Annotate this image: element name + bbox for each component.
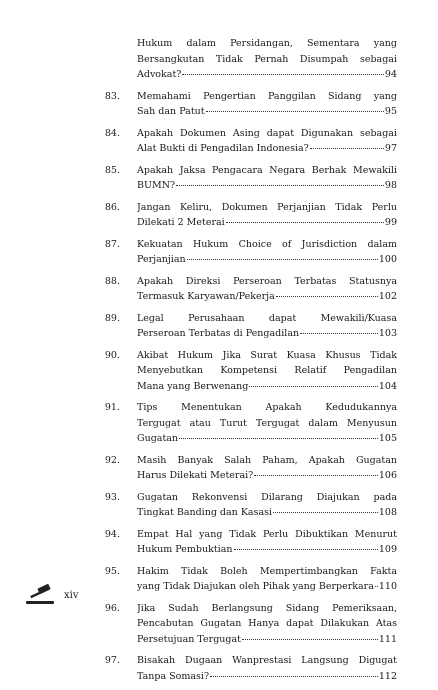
entry-title-line: Harus Dilekati Meterai? xyxy=(137,470,254,481)
toc-entry[interactable] xyxy=(0,653,438,684)
entry-last-line xyxy=(137,326,397,342)
entry-page-number: 109 xyxy=(378,544,397,555)
dot-leader xyxy=(234,548,378,550)
entry-title xyxy=(137,453,397,484)
dot-leader xyxy=(300,332,378,334)
entry-page-number: 95 xyxy=(384,106,397,117)
entry-page-number: 94 xyxy=(384,69,397,80)
entry-title-line: Gugatan Rekonvensi Dilarang Diajukan pada xyxy=(137,491,397,503)
toc-entry[interactable] xyxy=(0,400,438,447)
entry-last-line xyxy=(137,431,397,447)
entry-title xyxy=(137,527,397,558)
toc-entry[interactable] xyxy=(0,527,438,558)
entry-title-line: Perjanjian xyxy=(137,254,186,265)
toc-entry[interactable] xyxy=(0,89,438,120)
entry-page-number: 112 xyxy=(378,670,397,682)
entry-last-line xyxy=(137,505,397,521)
entry-number: 84. xyxy=(104,127,120,139)
entry-last-line xyxy=(137,141,397,157)
entry-title-line: Mana yang Berwenang xyxy=(137,380,249,392)
entry-number: 91. xyxy=(104,402,120,413)
entry-number: 90. xyxy=(104,349,120,361)
dot-leader xyxy=(206,110,384,112)
entry-title-line: Kekuatan Hukum Choice of Jurisdiction dalam xyxy=(137,238,397,250)
toc-entry[interactable] xyxy=(0,163,438,194)
entry-title-line: Apakah Direksi Perseroan Terbatas Statusnya xyxy=(137,275,397,287)
entry-number: 87. xyxy=(104,238,120,250)
dot-leader xyxy=(176,184,384,186)
entry-last-line xyxy=(137,289,397,305)
entry-page-number: 108 xyxy=(378,507,397,518)
toc-entry[interactable] xyxy=(0,274,438,305)
entry-title-line: Pencabutan Gugatan Hanya dapat Dilakukan Atas xyxy=(137,618,397,629)
entry-title-line: Legal Perusahaan dapat Mewakili/Kuasa xyxy=(137,312,397,324)
entry-number: 85. xyxy=(104,164,120,176)
gavel-icon xyxy=(24,584,62,606)
entry-last-line xyxy=(137,542,397,558)
entry-last-line xyxy=(137,468,397,484)
entry-title-line: Memahami Pengertian Panggilan Sidang yang xyxy=(137,90,397,102)
entry-title-line: Tanpa Somasi? xyxy=(137,670,210,682)
entry-title-line: Tips Menentukan Apakah Kedudukannya xyxy=(137,402,397,413)
entry-number: 95. xyxy=(104,565,120,577)
entry-title-line: Hukum Pembuktian xyxy=(137,544,233,555)
entry-title-line: Alat Bukti di Pengadilan Indonesia? xyxy=(137,143,309,154)
entry-last-line xyxy=(137,67,397,83)
entry-page-number: 99 xyxy=(384,217,397,228)
entry-number: 97. xyxy=(104,655,120,666)
dot-leader xyxy=(179,437,378,439)
toc-entry[interactable] xyxy=(0,453,438,484)
dot-leader xyxy=(254,474,378,476)
entry-title-line: Termasuk Karyawan/Pekerja xyxy=(137,291,275,302)
entry-page-number: 104 xyxy=(378,380,397,392)
entry-title-line: Dilekati 2 Meterai xyxy=(137,217,225,228)
entry-title-line: Menyebutkan Kompetensi Relatif Pengadilan xyxy=(137,365,397,376)
entry-number: 96. xyxy=(104,602,120,614)
entry-title-line: Tergugat atau Turut Tergugat dalam Menyusun xyxy=(137,417,397,429)
toc-entry[interactable] xyxy=(0,36,438,83)
entry-title-line: Sah dan Patut xyxy=(137,106,205,117)
entry-page-number: 111 xyxy=(378,633,397,645)
entry-title xyxy=(137,274,397,305)
entry-title xyxy=(137,89,397,120)
entry-last-line xyxy=(137,252,397,268)
entry-last-line xyxy=(137,104,397,120)
dot-leader xyxy=(310,147,384,149)
page-number: xiv xyxy=(64,589,79,601)
entry-page-number: 100 xyxy=(378,254,397,265)
entry-title-line: Persetujuan Tergugat xyxy=(137,633,241,645)
entry-page-number: 98 xyxy=(384,180,397,191)
entry-title-line: Masih Banyak Salah Paham, Apakah Gugatan xyxy=(137,454,397,466)
toc-entry[interactable] xyxy=(0,200,438,231)
entry-number: 86. xyxy=(104,201,120,213)
entry-page-number: 97 xyxy=(384,143,397,154)
entry-title-line: Apakah Jaksa Pengacara Negara Berhak Mewakili xyxy=(137,164,397,176)
toc-entry[interactable] xyxy=(0,490,438,521)
entry-title xyxy=(137,237,397,268)
dot-leader xyxy=(276,295,378,297)
entry-title xyxy=(137,348,397,395)
toc-entry[interactable] xyxy=(0,311,438,342)
entry-title-line: Akibat Hukum Jika Surat Kuasa Khusus Tidak xyxy=(137,349,397,361)
entry-title-line: Empat Hal yang Tidak Perlu Dibuktikan Menurut xyxy=(137,528,397,540)
dot-leader xyxy=(375,585,378,587)
entry-title xyxy=(137,163,397,194)
entry-number: 93. xyxy=(104,491,120,503)
entry-title xyxy=(137,653,397,684)
entry-title xyxy=(137,36,397,83)
entry-title-line: Tingkat Banding dan Kasasi xyxy=(137,507,273,518)
entry-title-line: Gugatan xyxy=(137,433,179,444)
entry-title-line: Hukum dalam Persidangan, Sementara yang xyxy=(137,38,397,49)
toc-entry[interactable] xyxy=(0,126,438,157)
dot-leader xyxy=(249,385,378,387)
entry-number: 94. xyxy=(104,528,120,540)
entry-last-line xyxy=(137,632,397,648)
entry-number: 83. xyxy=(104,90,120,102)
dot-leader xyxy=(242,638,378,640)
entry-title-line: BUMN? xyxy=(137,180,176,191)
entry-title-line: Jangan Keliru, Dokumen Perjanjian Tidak Perlu xyxy=(137,201,397,213)
entry-title-line: Bersangkutan Tidak Pernah Disumpah sebagai xyxy=(137,53,397,65)
entry-title-line: Apakah Dokumen Asing dapat Digunakan sebagai xyxy=(137,127,397,139)
entry-title xyxy=(137,601,397,648)
entry-last-line xyxy=(137,178,397,194)
toc-entry[interactable] xyxy=(0,601,438,648)
page-footer xyxy=(24,583,224,607)
entry-title xyxy=(137,200,397,231)
entry-page-number: 105 xyxy=(378,433,397,444)
entry-title xyxy=(137,311,397,342)
entry-number: 92. xyxy=(104,454,120,466)
entry-page-number: 103 xyxy=(378,328,397,339)
entry-page-number: 102 xyxy=(378,291,397,302)
entry-title-line: Perseroan Terbatas di Pengadilan xyxy=(137,328,300,339)
dot-leader xyxy=(187,258,378,260)
entry-last-line xyxy=(137,215,397,231)
dot-leader xyxy=(273,511,378,513)
entry-title-line: Hakim Tidak Boleh Mempertimbangkan Fakta xyxy=(137,565,397,577)
entry-title xyxy=(137,490,397,521)
toc-entry[interactable] xyxy=(0,348,438,395)
entry-title-line: Bisakah Dugaan Wanprestasi Langsung Digugat xyxy=(137,655,397,666)
entry-title xyxy=(137,126,397,157)
entry-title-line: yang Tidak Diajukan oleh Pihak yang Berperkara xyxy=(137,581,374,592)
dot-leader xyxy=(210,675,378,677)
entry-title xyxy=(137,400,397,447)
entry-number: 88. xyxy=(104,275,120,287)
entry-last-line xyxy=(137,379,397,395)
entry-page-number: 110 xyxy=(378,581,397,592)
dot-leader xyxy=(226,221,384,223)
entry-title-line: Advokat? xyxy=(137,69,182,80)
entry-number: 89. xyxy=(104,312,120,324)
entry-last-line xyxy=(137,669,397,685)
entry-title-line: Jika Sudah Berlangsung Sidang Pemeriksaan, xyxy=(137,602,397,614)
dot-leader xyxy=(182,73,384,75)
toc-entry[interactable] xyxy=(0,237,438,268)
entry-page-number: 106 xyxy=(378,470,397,481)
